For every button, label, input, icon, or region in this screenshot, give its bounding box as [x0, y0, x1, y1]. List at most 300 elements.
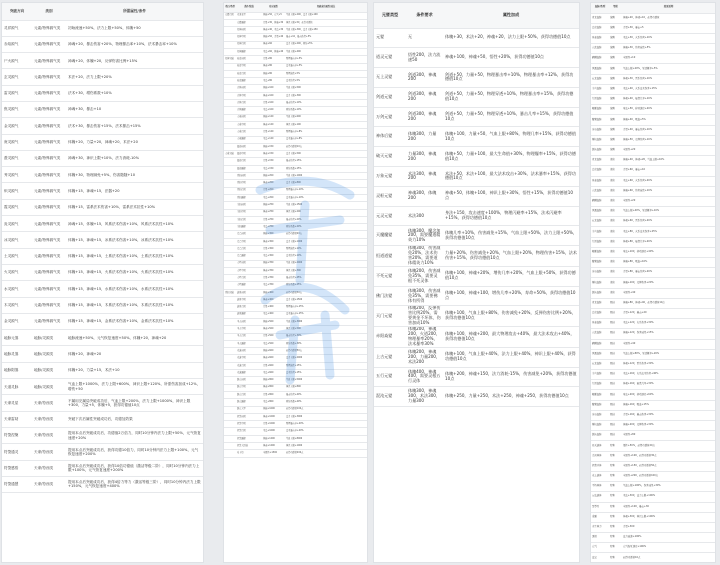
table-cell: 圆满	[609, 370, 622, 380]
table-cell: 术法+80，火系法术伤害+25%	[622, 227, 715, 237]
table-cell	[224, 340, 236, 347]
table-row	[224, 238, 367, 245]
table-cell: 体魄300，力量200	[406, 127, 443, 147]
table-row	[591, 441, 715, 451]
table-cell: 全属性+200，获得功德值100点	[622, 471, 715, 481]
table-cell: 体魄+15，神魂+15，火系法术伤害+10%，火系法术抗性+10%	[66, 264, 203, 280]
table-cell: 神魂+60，雷系伤害+20%	[622, 217, 715, 227]
table-row	[2, 183, 203, 199]
table-row	[591, 227, 715, 237]
table-cell: 练虚中期	[236, 63, 262, 70]
table-row	[374, 87, 579, 107]
table-cell: 火灵源气	[2, 264, 32, 280]
table-row	[2, 216, 203, 232]
table-cell: 气血上限+100%，伤害减免+30%	[622, 482, 715, 492]
table-cell	[224, 194, 236, 201]
table-cell: 体魄+15，神魂+15，冰系法术伤害+10%，冰系法术抗性+10%	[66, 232, 203, 248]
table-body	[2, 20, 203, 493]
table-cell: 练虚初期	[236, 56, 262, 63]
table-cell: 秀灵源气	[2, 167, 32, 183]
table-cell: 元婴	[374, 28, 406, 48]
table-cell: 初始流速+50%，法力上限+50%，体魄+50	[66, 20, 203, 36]
table-cell: 法术伤害+10%	[285, 253, 367, 260]
table-cell: 体魄+200	[262, 173, 285, 180]
table-cell: 圆满	[609, 308, 622, 318]
table-row	[591, 166, 715, 176]
table-cell	[224, 209, 236, 216]
table-row	[591, 298, 715, 308]
table-cell	[224, 384, 236, 391]
table-cell: 特殊	[609, 543, 622, 553]
table-row	[591, 13, 715, 23]
table-body	[591, 13, 715, 563]
table-cell: 鸿蒙圣体	[591, 461, 609, 471]
table-row	[591, 33, 715, 43]
table-cell: 不死元婴	[374, 266, 406, 286]
table-cell: 气血上限+1000	[285, 173, 367, 180]
table-row	[224, 304, 367, 311]
table-cell: 真仙突破	[224, 289, 236, 296]
table-cell: 万象元婴	[374, 167, 406, 187]
table-cell: 觉醒	[609, 44, 622, 54]
table-cell	[224, 165, 236, 172]
table-cell: 神识上限+1000	[285, 443, 367, 450]
table-row	[224, 318, 367, 325]
element-table	[374, 3, 579, 407]
table-cell: 觉醒	[609, 115, 622, 125]
table-row	[2, 134, 203, 150]
table-cell: 悟性200，法力流速50	[406, 48, 443, 68]
table-cell: 术法+600	[262, 370, 285, 377]
table-cell: 天命/符西类	[32, 411, 66, 427]
table-row	[224, 121, 367, 128]
table-row	[591, 451, 715, 461]
table-row	[591, 54, 715, 64]
table-cell: 不朽神体	[591, 482, 609, 492]
table-row	[224, 114, 367, 121]
table-cell: 法术+30，暴击伤害+15%，法术暴击+15%	[66, 118, 203, 134]
table-cell: 气血上限+1000%，法力上限+600%，神识上限+120%，所需伤害加成+12%，增伤+50	[66, 379, 203, 395]
table-cell: 法宝	[591, 553, 609, 563]
table-cell: 白虎血脉	[591, 23, 609, 33]
table-cell: 剑道+50，力量+50，物理穿透+10%，物理暴击率+15%，获得功德值10点	[443, 87, 579, 107]
table-row	[374, 107, 579, 127]
table-cell: 金灵源气	[2, 118, 32, 134]
table-cell: 体魄+100，反弹伤害+20%	[622, 278, 715, 288]
table-cell: 符箓通慧	[2, 476, 32, 492]
table-cell: 大罗后期	[236, 275, 262, 282]
table-cell: 力量+250	[262, 216, 285, 223]
table-row	[224, 253, 367, 260]
table-cell: 神魂+15，体魄+15，风系法术伤害+10%，风系法术抗性+10%	[66, 216, 203, 232]
table-cell: 术法+60，体魄+40	[262, 48, 285, 55]
table-row	[591, 145, 715, 155]
table-cell: 获得功德值200点	[285, 450, 367, 457]
table-row	[591, 135, 715, 145]
column-header: 条件要求	[406, 3, 443, 28]
table-cell: 术法+160，火系法术伤害+40%	[622, 370, 715, 380]
table-cell	[224, 267, 236, 274]
table-cell	[224, 326, 236, 333]
table-cell: 术法300	[406, 206, 443, 226]
table-cell: 体魄+500	[262, 318, 285, 325]
table-row	[224, 435, 367, 442]
table-cell: 麒麟血脉	[591, 339, 609, 349]
table-cell	[224, 85, 236, 92]
table-row	[374, 206, 579, 226]
table-cell: 体魄300，伤害减免35%，需要佛体有所得	[406, 286, 443, 306]
table-cell: 全属性+100，暴击+30	[622, 502, 715, 512]
table-cell: 梼杌血脉	[591, 278, 609, 288]
table-cell: 力量+20%，伤害减免+20%，气血上限+20%，物理伤害+15%，法术伤害+15%，获得功德值10点	[443, 246, 579, 267]
table-row	[224, 107, 367, 114]
table-cell: 特殊	[609, 522, 622, 532]
table-cell: 符箓感悟	[2, 460, 32, 476]
table-cell: 赤焰源气	[2, 36, 32, 52]
table-cell: 增伤系数+20%	[285, 224, 367, 231]
table-cell: 物理暴击率+5%	[285, 56, 367, 63]
table-cell: 鲲鹏血脉	[591, 390, 609, 400]
table-row	[2, 150, 203, 166]
table-cell: 力量+200	[262, 187, 285, 194]
column-header: 类别	[32, 3, 66, 20]
table-row	[224, 129, 367, 136]
table-cell: 金仙初期	[236, 202, 262, 209]
table-cell: 增伤系数+30%	[285, 340, 367, 347]
table-row	[2, 330, 203, 346]
table-row	[374, 327, 579, 348]
table-cell: 金灵源气	[2, 313, 32, 329]
table-cell: 道祖巅峰	[236, 311, 262, 318]
table-cell: 术法+40，火系法术伤害+15%	[622, 84, 715, 94]
table-cell: 觉醒	[609, 145, 622, 155]
table-row	[591, 196, 715, 206]
table-cell: 梼杌血脉	[591, 135, 609, 145]
table-row	[224, 377, 367, 384]
detail-table	[224, 3, 367, 458]
table-cell	[224, 238, 236, 245]
table-cell: 圣人中期	[236, 326, 262, 333]
table-cell	[224, 216, 236, 223]
table-cell: 剑道300，神魂200	[406, 68, 443, 88]
table-cell: 青龙血脉	[591, 156, 609, 166]
table-row	[591, 278, 715, 288]
table-cell: 法术伤害+15%	[285, 370, 367, 377]
table-row	[2, 199, 203, 215]
table-cell: 体魄几率+10%，伤害减免+15%，气血上限+50%，法力上限+50%，获得功德值10点	[443, 226, 579, 246]
table-row	[374, 387, 579, 407]
table-cell: 力量+350	[262, 275, 285, 282]
table-cell: 天命/符西类	[32, 460, 66, 476]
table-cell: 体魄+100，气血上限+40%，法力上限+40%，神识上限+40%，获得功德值10点	[443, 347, 579, 367]
table-cell: 神魂300，体魄200	[406, 186, 443, 206]
table-cell	[224, 443, 236, 450]
table-cell: 渡劫巅峰	[236, 165, 262, 172]
table-cell: 玄灵源气	[2, 69, 32, 85]
table-cell: 圆满	[609, 390, 622, 400]
table-cell: 法术暴击率+10%	[285, 194, 367, 201]
table-row	[224, 173, 367, 180]
table-cell: 力量+500	[262, 333, 285, 340]
table-cell: 力量300，神魂200	[406, 147, 443, 167]
table-row	[224, 151, 367, 158]
table-cell: 体魄+15，神魂+15，木系法术伤害+10%，木系法术抗性+10%	[66, 297, 203, 313]
table-cell	[224, 318, 236, 325]
table-cell: 物理减免+5%	[285, 70, 367, 77]
table-cell: 全属性+40	[622, 339, 715, 349]
column-header: 属性加成	[443, 3, 579, 28]
table-row	[224, 267, 367, 274]
table-cell: 鸿蒙初期	[236, 413, 262, 420]
table-cell: 圆满	[609, 298, 622, 308]
table-cell: 元素/特殊源气类	[32, 183, 66, 199]
table-cell: 化神巅峰	[236, 48, 262, 55]
table-cell: 神魂+100，神魂+50，悟性+20%，获得功德值10点	[443, 48, 579, 68]
table-cell: 圆满	[609, 339, 622, 349]
table-cell: 体魄200，反弹伤害比例20%，需要黄金不坏体，伤害加成10%	[406, 306, 443, 327]
table-cell: 暴击伤害+25%	[285, 275, 367, 282]
table-cell	[224, 406, 236, 413]
table-cell: 特殊	[609, 471, 622, 481]
table-cell: 进阶	[609, 237, 622, 247]
table-cell: 法力上限+200，增伤+5%	[285, 41, 367, 48]
table-cell: 体魄+60，伤害减免+10%	[622, 186, 715, 196]
table-header-row	[591, 3, 715, 13]
table-cell: 力量+1000	[262, 421, 285, 428]
table-cell: 术法+400	[262, 311, 285, 318]
table-cell: 渡劫初期	[236, 143, 262, 150]
table-row	[591, 268, 715, 278]
table-cell: 气血上限+1500	[285, 202, 367, 209]
table-cell: 法术+30，增伤系数+10%	[66, 85, 203, 101]
table-row	[224, 391, 367, 398]
table-cell: 元素/特殊源气类	[32, 297, 66, 313]
table-row	[591, 125, 715, 135]
table-cell: 法术暴击率+20%	[285, 428, 367, 435]
table-row	[224, 326, 367, 333]
table-cell: 圆满	[609, 400, 622, 410]
table-cell: 进阶	[609, 166, 622, 176]
table-cell: 玄武血脉	[591, 329, 609, 339]
table-row	[374, 306, 579, 327]
table-row	[224, 333, 367, 340]
table-cell: 暴击伤害+15%	[285, 158, 367, 165]
table-cell: 太乙巅峰	[236, 253, 262, 260]
table-cell: 梼杌血脉	[591, 421, 609, 431]
table-cell: 九尾血脉	[591, 95, 609, 105]
table-cell: 神魂+50，体魄+100，神识上限+30%，悟性+15%，获得功德值10点	[443, 186, 579, 206]
table-cell: 法力上限+1000	[285, 238, 367, 245]
table-cell: 天命/符西类	[32, 395, 66, 411]
table-row	[591, 431, 715, 441]
table-cell	[224, 275, 236, 282]
table-cell: 神魂+100	[262, 92, 285, 99]
table-cell: 体魄+200，神魂+150，法力消耗-15%，伤害减免+20%，获得功德值10点	[443, 367, 579, 387]
table-cell: 神魂+1000	[262, 413, 285, 420]
table-row	[374, 266, 579, 286]
table-cell: 道祖中期	[236, 297, 262, 304]
table-row	[2, 167, 203, 183]
table-cell: 澄灵源气	[2, 150, 32, 166]
table-cell: 元素/特殊源气类	[32, 264, 66, 280]
table-row	[374, 186, 579, 206]
table-cell: 玄武血脉	[591, 44, 609, 54]
table-cell: 真仙后期	[236, 187, 262, 194]
table-cell: 觉醒	[609, 33, 622, 43]
table-cell: 天魔魔婴	[374, 226, 406, 246]
table-row	[2, 362, 203, 378]
table-cell: 全属性+20	[622, 196, 715, 206]
table-row	[224, 443, 367, 450]
table-cell	[224, 377, 236, 384]
table-row	[2, 379, 203, 395]
table-row	[2, 395, 203, 411]
table-cell: 元素/特殊源气类	[32, 134, 66, 150]
table-cell	[224, 428, 236, 435]
table-cell: 体魄+20，力量+15，术法+10	[66, 362, 203, 378]
table-row	[224, 27, 367, 34]
column-header: 突破成功属性/成长	[285, 3, 367, 12]
table-cell: 金乌血脉	[591, 370, 609, 380]
table-cell: 术法+100	[262, 107, 285, 114]
table-cell: 体魄+80	[262, 70, 285, 77]
table-cell: 气血上限+300，法力上限+150	[285, 27, 367, 34]
table-cell: 朱雀血脉	[591, 176, 609, 186]
table-cell: 上古元婴	[374, 347, 406, 367]
table-cell: 获得功德值10点	[622, 553, 715, 563]
table-cell: 力量+120	[262, 129, 285, 136]
table-row	[224, 92, 367, 99]
table-row	[374, 286, 579, 306]
table-row	[374, 48, 579, 68]
table-cell: 暴击伤害+10%	[285, 100, 367, 107]
table-cell: 进阶	[609, 258, 622, 268]
table-cell: 无上道体	[591, 471, 609, 481]
table-cell: 术法+30，火系伤害+10%	[622, 33, 715, 43]
table-cell: 炽灵源气	[2, 183, 32, 199]
table-cell: 觉醒	[609, 74, 622, 84]
table-cell: 元素/特殊源气类	[32, 167, 66, 183]
talent-sheet	[590, 2, 716, 563]
table-cell: 觉醒	[609, 135, 622, 145]
table-cell: 真仙初期	[236, 173, 262, 180]
table-cell: 元素/特殊源气类	[32, 118, 66, 134]
table-cell	[224, 355, 236, 362]
table-cell: 大乘后期	[236, 129, 262, 136]
table-cell: 神魂+20，体魄+20，反弹伤害比例+15%	[66, 53, 203, 69]
table-cell: 神识上限+100	[285, 121, 367, 128]
table-row	[374, 167, 579, 187]
table-cell	[224, 41, 236, 48]
table-cell: 鸿蒙后期	[236, 428, 262, 435]
table-cell: 体魄+120，伤害减免+15%	[622, 329, 715, 339]
table-row	[591, 380, 715, 390]
table-cell: 全属性+40	[622, 288, 715, 298]
table-cell: 体魄+20，神魂+10，获得功德值	[622, 13, 715, 23]
table-cell: 天道灵脉	[2, 379, 32, 395]
table-row	[591, 512, 715, 522]
table-cell: 体魄+120	[262, 114, 285, 121]
column-header: 所需属性/条件	[66, 3, 203, 20]
table-cell: 化神突破	[224, 56, 236, 63]
table-cell: 体魄+30，物理减免+5%，伤害随随+10	[66, 167, 203, 183]
table-cell: 力量+120，暴击+20	[622, 308, 715, 318]
column-header: 对应属性	[262, 3, 285, 12]
table-cell: 灵祥源气	[2, 20, 32, 36]
table-cell: 神魂+160，魅惑几率+30%	[622, 380, 715, 390]
table-cell: 体魄+15，神魂+15，法器+20	[66, 183, 203, 199]
table-cell: 进阶	[609, 156, 622, 166]
table-cell: 神识上限+800	[285, 384, 367, 391]
table-row	[224, 231, 367, 238]
table-cell	[224, 100, 236, 107]
table-cell: 法术暴击率+15%	[285, 311, 367, 318]
table-cell	[224, 63, 236, 70]
table-cell: 法力流速+100%	[622, 533, 715, 543]
table-cell: 混元中期	[236, 384, 262, 391]
table-cell: 全属性+10	[622, 54, 715, 64]
table-cell: 力量+300	[622, 522, 715, 532]
table-cell	[224, 260, 236, 267]
table-cell: 凤凰血脉	[591, 349, 609, 359]
table-cell: 元婴巅峰	[236, 19, 262, 26]
table-cell: 道灵元婴	[374, 48, 406, 68]
table-cell: 地脉/灵源类	[32, 379, 66, 395]
table-cell: 圆满	[609, 349, 622, 359]
table-cell: 混元巅峰	[236, 399, 262, 406]
table-cell: 符箓涅槃	[2, 427, 32, 443]
table-cell	[224, 224, 236, 231]
table-cell: 天生神力	[591, 522, 609, 532]
table-cell: 体魄+250	[262, 202, 285, 209]
table-cell: 进阶	[609, 207, 622, 217]
table-row	[591, 258, 715, 268]
table-header-row	[374, 3, 579, 28]
table-cell: 气血上限+200，法力上限+100	[285, 12, 367, 19]
table-cell: 气血上限+2000	[285, 260, 367, 267]
table-row	[591, 461, 715, 471]
table-cell: 元素/特殊源气类	[32, 281, 66, 297]
table-cell: 土灵源气	[2, 248, 32, 264]
table-cell: 真仙巅峰	[236, 194, 262, 201]
table-cell: 鸿蒙巅峰	[236, 435, 262, 442]
table-cell: 体魄+150	[262, 143, 285, 150]
table-cell: 体魄+250，力量+250，术法+250，神魂+250，获得功德值10点	[443, 387, 579, 407]
table-cell: 增伤系数+40%	[285, 399, 367, 406]
table-cell: 金仙巅峰	[236, 224, 262, 231]
table-cell: 元素/特殊源气类	[32, 101, 66, 117]
table-cell: 暴击伤害+40%	[285, 391, 367, 398]
table-cell: 觉醒	[609, 64, 622, 74]
table-cell: 神魂+20，暴击伤害+20%，物理暴击率+10%，法术暴击率+10%	[66, 36, 203, 52]
table-row	[224, 56, 367, 63]
table-cell: 力量+40，暴击伤害+10%	[622, 125, 715, 135]
table-cell: 穷奇血脉	[591, 268, 609, 278]
table-cell: 体魄300，神魂300，术法300，力量300	[406, 387, 443, 407]
table-cell: 获得功德值10点	[285, 143, 367, 150]
table-cell: 体魄+50，力量+40	[262, 34, 285, 41]
table-cell: 身法+100，移动速度+40%	[622, 247, 715, 257]
table-row	[224, 85, 367, 92]
table-row	[591, 502, 715, 512]
table-row	[2, 101, 203, 117]
table-row	[591, 64, 715, 74]
table-cell: 术法+800	[262, 399, 285, 406]
breakthrough-table	[2, 3, 203, 493]
table-cell	[224, 107, 236, 114]
table-body	[224, 12, 367, 457]
table-cell: 神魂+1200	[262, 443, 285, 450]
